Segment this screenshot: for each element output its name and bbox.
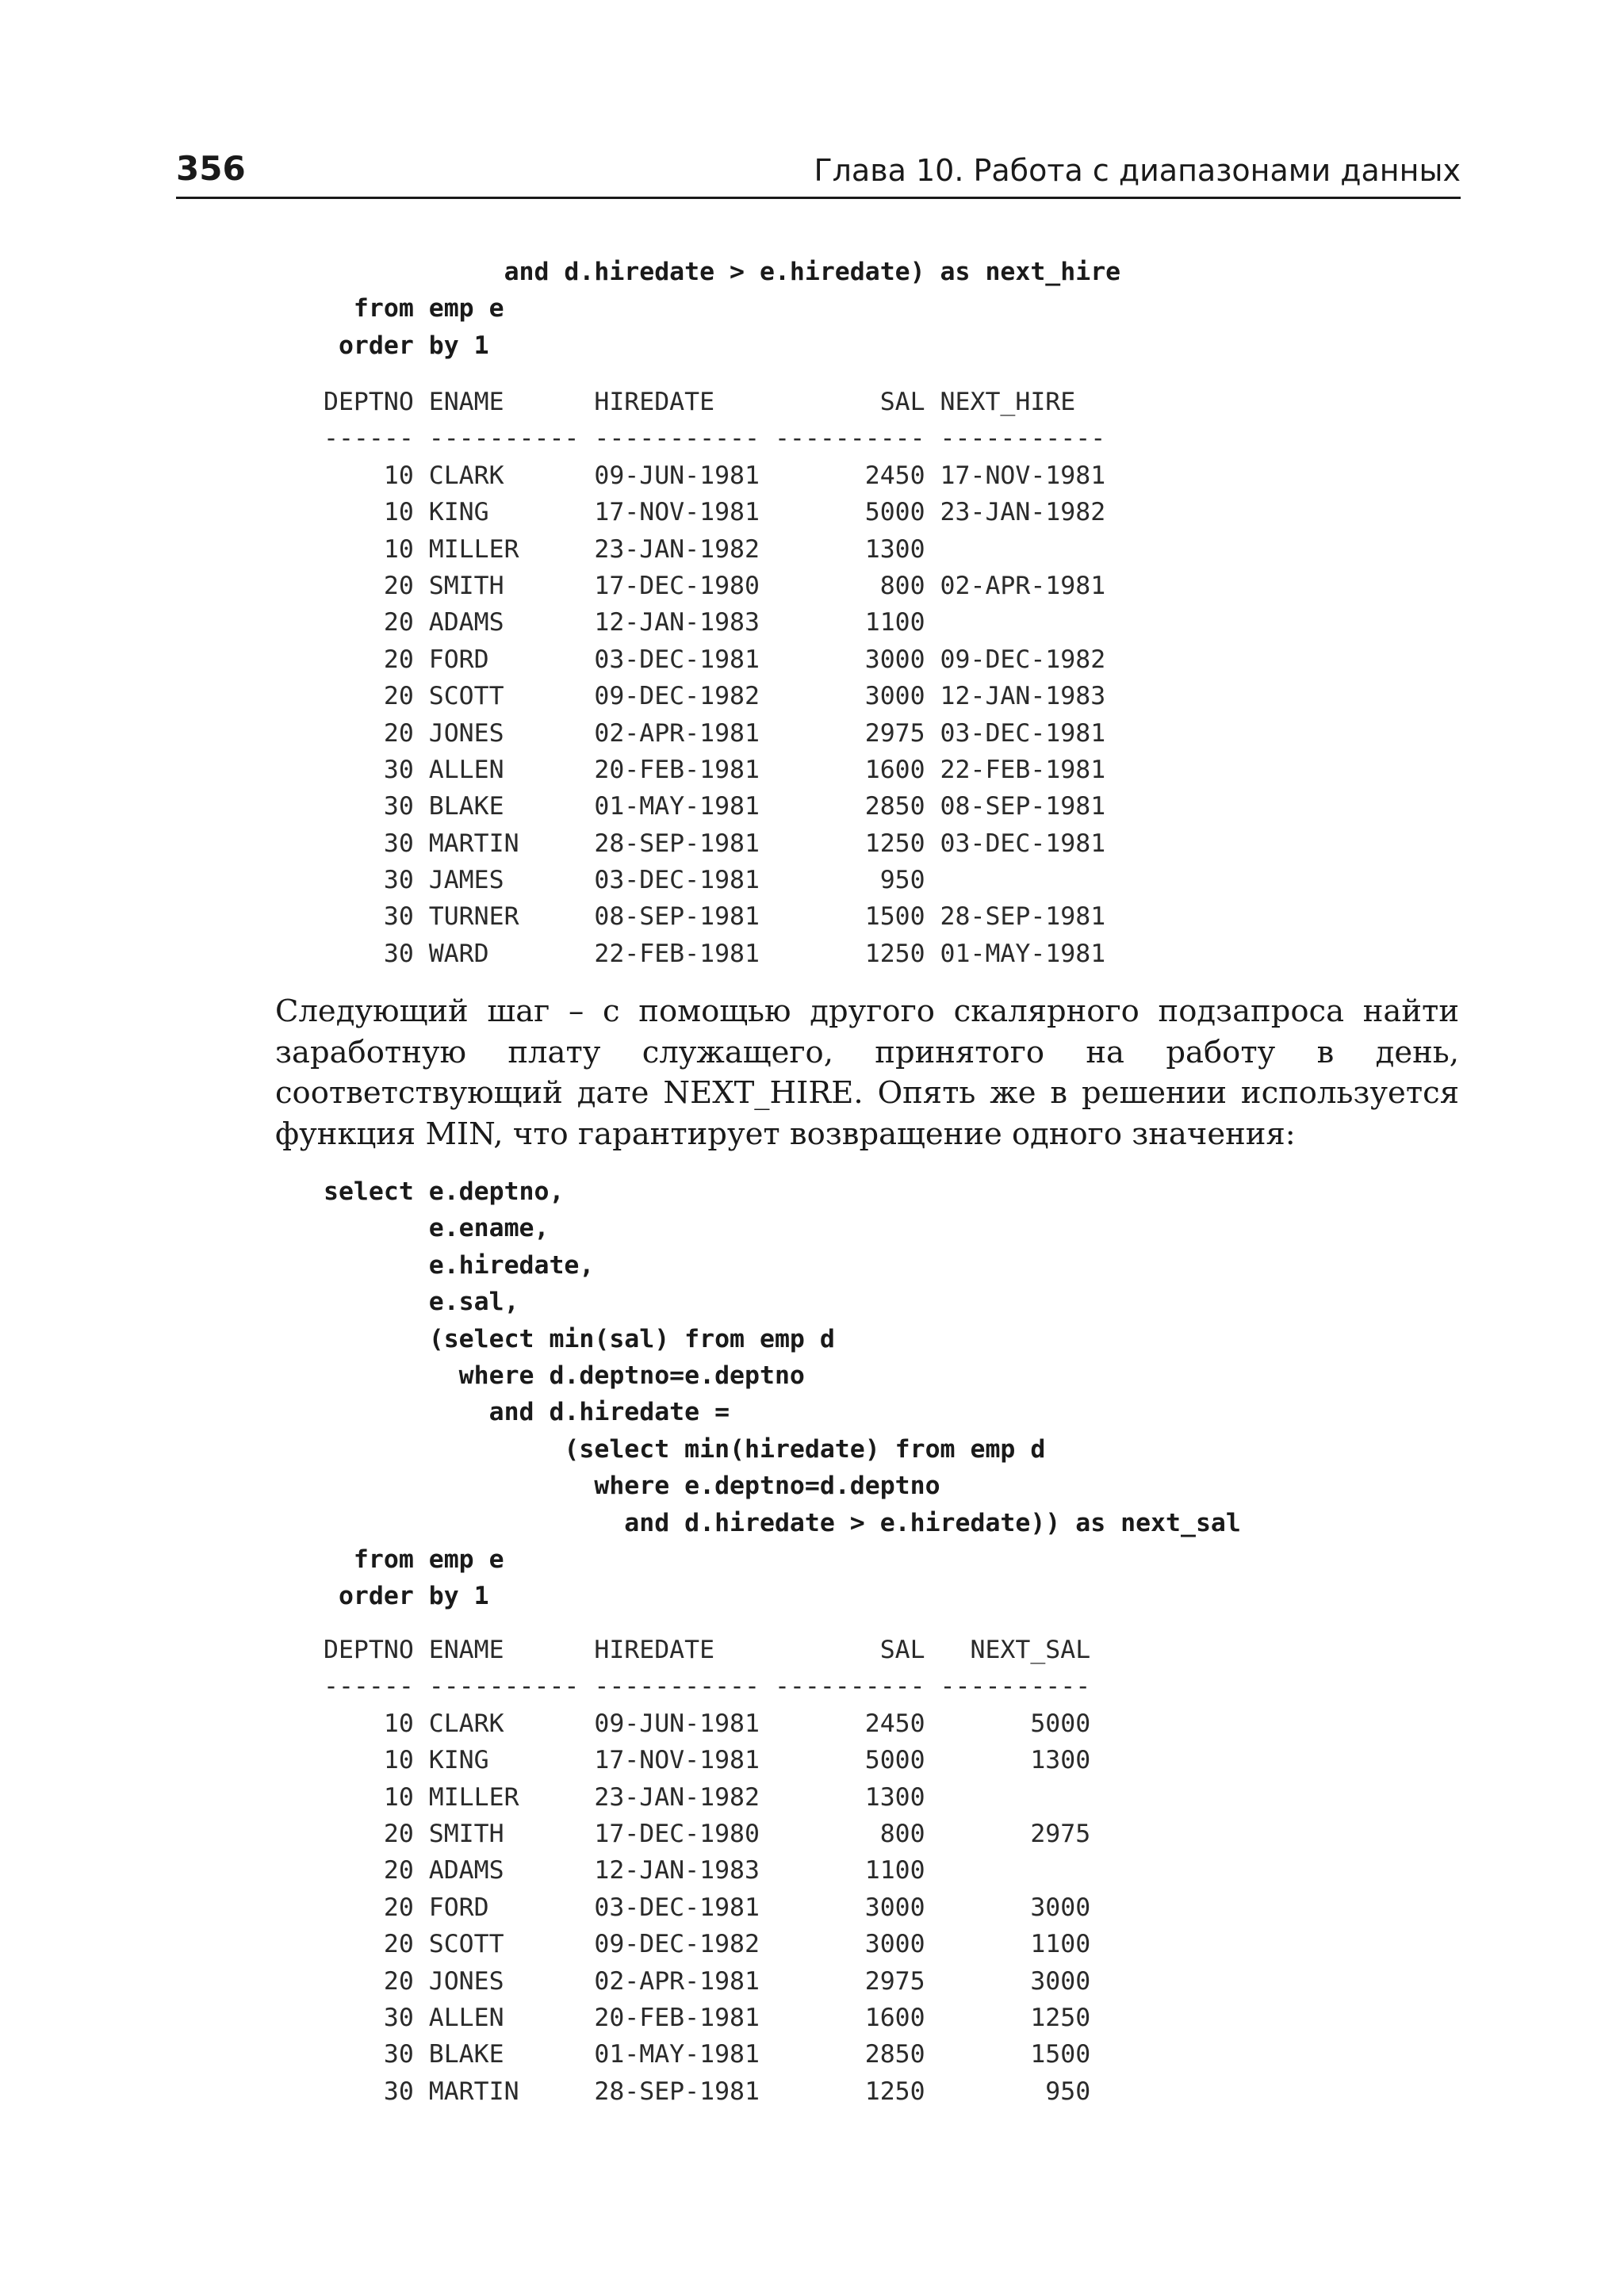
table-row: 10 KING 17-NOV-1981 5000 1300 [324, 1746, 1091, 1775]
result-separator: ------ ---------- ----------- ---------- ----------- [324, 424, 1106, 454]
code-line: and d.hiredate > e.hiredate) as next_hire [324, 258, 1121, 286]
table-row: 20 SCOTT 09-DEC-1982 3000 12-JAN-1983 [324, 682, 1106, 711]
table-row: 20 SMITH 17-DEC-1980 800 02-APR-1981 [324, 571, 1106, 600]
table-row: 20 SCOTT 09-DEC-1982 3000 1100 [324, 1930, 1091, 1959]
code-line: e.hiredate, [324, 1250, 595, 1280]
code-line: and d.hiredate > e.hiredate)) as next_sal [324, 1508, 1241, 1537]
code-line: select e.deptno, [324, 1177, 565, 1206]
table-row: 20 JONES 02-APR-1981 2975 03-DEC-1981 [324, 718, 1106, 748]
result-table-1 [324, 384, 1105, 972]
code-line: from emp e [324, 1545, 504, 1574]
page-number: 356 [176, 149, 246, 188]
code-line: order by 1 [324, 1582, 489, 1611]
code-line: from emp e [324, 294, 504, 323]
table-row: 10 CLARK 09-JUN-1981 2450 17-NOV-1981 [324, 461, 1106, 490]
table-row: 30 MARTIN 28-SEP-1981 1250 950 [324, 2077, 1091, 2106]
code-line: and d.hiredate = [324, 1398, 730, 1427]
result-table-2 [324, 1632, 1090, 2110]
table-row: 30 ALLEN 20-FEB-1981 1600 22-FEB-1981 [324, 755, 1106, 784]
table-row: 30 MARTIN 28-SEP-1981 1250 03-DEC-1981 [324, 829, 1106, 858]
code-line: e.ename, [324, 1214, 550, 1243]
code-line: (select min(hiredate) from emp d [324, 1434, 1046, 1464]
header-rule [176, 197, 1461, 199]
table-row: 20 SMITH 17-DEC-1980 800 2975 [324, 1819, 1091, 1848]
table-row: 30 WARD 22-FEB-1981 1250 01-MAY-1981 [324, 939, 1106, 968]
code-line: (select min(sal) from emp d [324, 1324, 835, 1353]
table-row: 30 JAMES 03-DEC-1981 950 [324, 866, 925, 895]
result-header: DEPTNO ENAME HIREDATE SAL NEXT_HIRE [324, 388, 1076, 416]
code-line: order by 1 [324, 331, 489, 360]
code-line: where d.deptno=e.deptno [324, 1361, 805, 1390]
chapter-title: Глава 10. Работа с диапазонами данных [814, 153, 1461, 188]
body-paragraph: Следующий шаг – с помощью другого скалярного подзапроса найти заработную плату служащего, принятого на работу в день, соответствующий дате NEXT_HIRE. Опять же в решении используется функция MIN, что гарантирует возвращение одного значения: [275, 993, 1459, 1152]
table-row: 30 TURNER 08-SEP-1981 1500 28-SEP-1981 [324, 902, 1106, 932]
code-line: where e.deptno=d.deptno [324, 1472, 940, 1501]
table-row: 20 JONES 02-APR-1981 2975 3000 [324, 1966, 1091, 1996]
code-block-1 [324, 254, 1120, 364]
table-row: 20 ADAMS 12-JAN-1983 1100 [324, 608, 925, 637]
table-row: 30 ALLEN 20-FEB-1981 1600 1250 [324, 2003, 1091, 2032]
table-row: 10 KING 17-NOV-1981 5000 23-JAN-1982 [324, 498, 1106, 527]
table-row: 20 ADAMS 12-JAN-1983 1100 [324, 1856, 925, 1885]
table-row: 30 BLAKE 01-MAY-1981 2850 1500 [324, 2040, 1091, 2069]
table-row: 30 BLAKE 01-MAY-1981 2850 08-SEP-1981 [324, 792, 1106, 821]
code-line: e.sal, [324, 1288, 519, 1317]
table-row: 20 FORD 03-DEC-1981 3000 3000 [324, 1893, 1091, 1922]
result-separator: ------ ---------- ----------- ---------- ---------- [324, 1672, 1091, 1702]
result-header: DEPTNO ENAME HIREDATE SAL NEXT_SAL [324, 1636, 1091, 1664]
table-row: 20 FORD 03-DEC-1981 3000 09-DEC-1982 [324, 645, 1106, 674]
table-row: 10 MILLER 23-JAN-1982 1300 [324, 1782, 925, 1812]
code-block-2 [324, 1173, 1241, 1615]
table-row: 10 CLARK 09-JUN-1981 2450 5000 [324, 1709, 1091, 1738]
table-row: 10 MILLER 23-JAN-1982 1300 [324, 534, 925, 564]
